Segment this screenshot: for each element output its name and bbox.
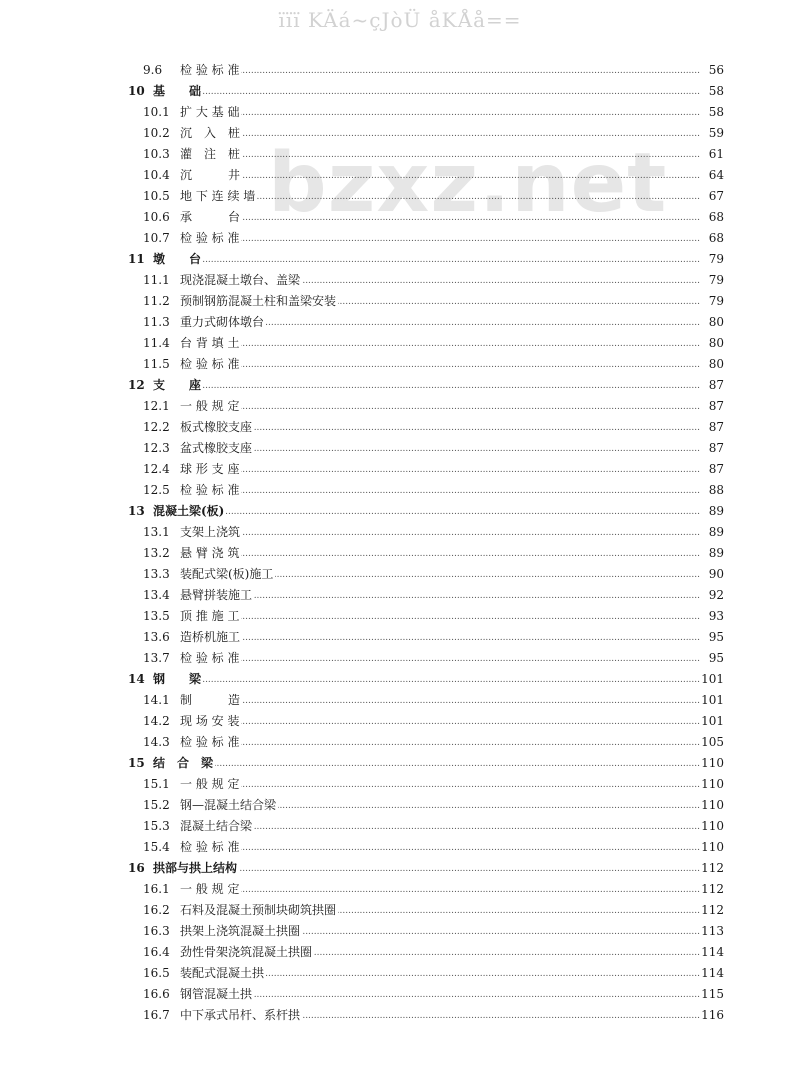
toc-page-number: 58 bbox=[708, 84, 724, 98]
toc-number: 16 bbox=[128, 861, 145, 875]
toc-number: 13.1 bbox=[143, 525, 170, 539]
toc-title: 装配式梁(板)施工 bbox=[180, 567, 274, 581]
toc-section-row[interactable] bbox=[0, 774, 800, 795]
toc-title: 检 验 标 准 bbox=[180, 735, 240, 749]
toc-number: 13.6 bbox=[143, 630, 170, 644]
toc-number: 15.2 bbox=[143, 798, 170, 812]
toc-number: 16.3 bbox=[143, 924, 170, 938]
toc-chapter-row[interactable] bbox=[0, 375, 800, 396]
toc-title: 检 验 标 准 bbox=[180, 63, 240, 77]
toc-section-row[interactable] bbox=[0, 564, 800, 585]
toc-page-number: 88 bbox=[708, 483, 724, 497]
toc-section-row[interactable] bbox=[0, 165, 800, 186]
toc-title: 混凝土梁(板) bbox=[153, 504, 225, 518]
toc-leader-dots bbox=[241, 228, 700, 249]
toc-leader-dots bbox=[241, 837, 700, 858]
toc-leader-dots bbox=[254, 438, 700, 459]
toc-number: 10.5 bbox=[143, 189, 170, 203]
toc-title: 劲性骨架浇筑混凝土拱圈 bbox=[180, 945, 313, 959]
toc-page-number: 92 bbox=[708, 588, 724, 602]
toc-page-number: 89 bbox=[708, 546, 724, 560]
toc-title: 石料及混凝土预制块砌筑拱圈 bbox=[180, 903, 337, 917]
toc-page-number: 114 bbox=[701, 966, 724, 980]
toc-leader-dots bbox=[241, 879, 700, 900]
toc-page-number: 90 bbox=[708, 567, 724, 581]
toc-title: 扩 大 基 础 bbox=[180, 105, 240, 119]
toc-leader-dots bbox=[203, 81, 700, 102]
toc-page-number: 89 bbox=[708, 525, 724, 539]
toc-section-row[interactable] bbox=[0, 123, 800, 144]
page-header: ïïï KÄá~çJòÜ åKÅå== bbox=[278, 8, 522, 32]
toc-number: 12.5 bbox=[143, 483, 170, 497]
toc-leader-dots bbox=[241, 774, 700, 795]
toc-section-row[interactable] bbox=[0, 690, 800, 711]
toc-section-row[interactable] bbox=[0, 396, 800, 417]
toc-number: 14.1 bbox=[143, 693, 170, 707]
toc-chapter-row[interactable] bbox=[0, 249, 800, 270]
toc-section-row[interactable] bbox=[0, 543, 800, 564]
toc-chapter-row[interactable] bbox=[0, 501, 800, 522]
toc-title: 现 场 安 装 bbox=[180, 714, 240, 728]
toc-page-number: 87 bbox=[708, 462, 724, 476]
toc-title: 拱架上浇筑混凝土拱圈 bbox=[180, 924, 301, 938]
toc-leader-dots bbox=[338, 291, 700, 312]
toc-leader-dots bbox=[242, 522, 700, 543]
toc-page-number: 87 bbox=[708, 441, 724, 455]
toc-number: 10 bbox=[128, 84, 145, 98]
toc-leader-dots bbox=[242, 165, 700, 186]
toc-page-number: 79 bbox=[708, 273, 724, 287]
toc-title: 灌 注 桩 bbox=[180, 147, 241, 161]
toc-section-row[interactable] bbox=[0, 459, 800, 480]
toc-number: 13.5 bbox=[143, 609, 170, 623]
toc-leader-dots bbox=[241, 543, 700, 564]
toc-leader-dots bbox=[241, 648, 700, 669]
toc-leader-dots bbox=[215, 753, 700, 774]
toc-section-row[interactable] bbox=[0, 144, 800, 165]
toc-chapter-row[interactable] bbox=[0, 753, 800, 774]
toc-number: 12.2 bbox=[143, 420, 170, 434]
toc-page-number: 87 bbox=[708, 378, 724, 392]
toc-chapter-row[interactable] bbox=[0, 669, 800, 690]
toc-section-row[interactable] bbox=[0, 732, 800, 753]
toc-leader-dots bbox=[241, 333, 700, 354]
toc-title: 制 造 bbox=[180, 693, 241, 707]
toc-title: 板式橡胶支座 bbox=[180, 420, 253, 434]
toc-leader-dots bbox=[302, 270, 700, 291]
toc-leader-dots bbox=[257, 186, 700, 207]
toc-number: 16.2 bbox=[143, 903, 170, 917]
toc-page-number: 113 bbox=[701, 924, 724, 938]
toc-page-number: 114 bbox=[701, 945, 724, 959]
toc-title: 造桥机施工 bbox=[180, 630, 241, 644]
toc-leader-dots bbox=[241, 732, 700, 753]
toc-title: 拱部与拱上结构 bbox=[153, 861, 238, 875]
toc-number: 15 bbox=[128, 756, 145, 770]
toc-section-row[interactable] bbox=[0, 186, 800, 207]
toc-section-row[interactable] bbox=[0, 606, 800, 627]
toc-page-number: 93 bbox=[708, 609, 724, 623]
toc-title: 台 背 填 土 bbox=[180, 336, 240, 350]
toc-section-row[interactable] bbox=[0, 291, 800, 312]
toc-title: 一 般 规 定 bbox=[180, 777, 240, 791]
toc-leader-dots bbox=[203, 375, 700, 396]
toc-leader-dots bbox=[203, 669, 700, 690]
toc-number: 10.6 bbox=[143, 210, 170, 224]
toc-number: 9.6 bbox=[143, 63, 163, 77]
toc-title: 中下承式吊杆、系杆拱 bbox=[180, 1008, 301, 1022]
toc-leader-dots bbox=[241, 459, 700, 480]
toc-number: 13.4 bbox=[143, 588, 170, 602]
toc-title: 装配式混凝土拱 bbox=[180, 966, 265, 980]
toc-number: 12 bbox=[128, 378, 145, 392]
toc-number: 14.3 bbox=[143, 735, 170, 749]
toc-page-number: 115 bbox=[701, 987, 724, 1001]
toc-number: 12.1 bbox=[143, 399, 170, 413]
toc-number: 11.4 bbox=[143, 336, 170, 350]
toc-leader-dots bbox=[241, 480, 700, 501]
toc-number: 12.4 bbox=[143, 462, 170, 476]
toc-page-number: 58 bbox=[708, 105, 724, 119]
toc-number: 15.1 bbox=[143, 777, 170, 791]
toc-title: 沉 井 bbox=[180, 168, 241, 182]
toc-section-row[interactable] bbox=[0, 984, 800, 1005]
toc-page-number: 101 bbox=[701, 693, 724, 707]
toc-title: 支架上浇筑 bbox=[180, 525, 241, 539]
toc-leader-dots bbox=[242, 207, 700, 228]
toc-page-number: 80 bbox=[708, 336, 724, 350]
toc-number: 10.1 bbox=[143, 105, 170, 119]
toc-number: 14.2 bbox=[143, 714, 170, 728]
toc-section-row[interactable] bbox=[0, 795, 800, 816]
toc-number: 11.3 bbox=[143, 315, 170, 329]
toc-page-number: 101 bbox=[701, 672, 724, 686]
watermark: bzxz.net bbox=[268, 136, 668, 231]
toc-page-number: 95 bbox=[708, 630, 724, 644]
toc-page-number: 112 bbox=[701, 861, 724, 875]
toc-number: 11.5 bbox=[143, 357, 170, 371]
toc-title: 钢—混凝土结合梁 bbox=[180, 798, 277, 812]
toc-title: 检 验 标 准 bbox=[180, 483, 240, 497]
toc-number: 16.5 bbox=[143, 966, 170, 980]
toc-title: 检 验 标 准 bbox=[180, 651, 240, 665]
toc-page-number: 79 bbox=[708, 294, 724, 308]
toc-page-number: 110 bbox=[701, 756, 724, 770]
toc-leader-dots bbox=[241, 102, 700, 123]
toc-page-number: 87 bbox=[708, 420, 724, 434]
toc-number: 16.1 bbox=[143, 882, 170, 896]
toc-number: 13 bbox=[128, 504, 145, 518]
toc-leader-dots bbox=[242, 144, 700, 165]
toc-number: 15.3 bbox=[143, 819, 170, 833]
toc-title: 墩 台 bbox=[153, 252, 202, 266]
toc-page-number: 101 bbox=[701, 714, 724, 728]
toc-leader-dots bbox=[254, 417, 700, 438]
toc-title: 一 般 规 定 bbox=[180, 882, 240, 896]
toc-page-number: 112 bbox=[701, 903, 724, 917]
toc-title: 地 下 连 续 墙 bbox=[180, 189, 256, 203]
toc-chapter-row[interactable] bbox=[0, 858, 800, 879]
toc-page-number: 67 bbox=[708, 189, 724, 203]
toc-leader-dots bbox=[254, 585, 700, 606]
toc-section-row[interactable] bbox=[0, 963, 800, 984]
toc-leader-dots bbox=[241, 60, 700, 81]
toc-number: 13.7 bbox=[143, 651, 170, 665]
toc-page-number: 105 bbox=[701, 735, 724, 749]
toc-number: 11 bbox=[128, 252, 145, 266]
toc-title: 一 般 规 定 bbox=[180, 399, 240, 413]
toc-number: 11.2 bbox=[143, 294, 170, 308]
toc-section-row[interactable] bbox=[0, 102, 800, 123]
toc-leader-dots bbox=[226, 501, 700, 522]
toc-page-number: 110 bbox=[701, 798, 724, 812]
toc-page-number: 68 bbox=[708, 231, 724, 245]
table-of-contents bbox=[0, 60, 800, 1026]
toc-page-number: 110 bbox=[701, 819, 724, 833]
toc-page-number: 61 bbox=[708, 147, 724, 161]
toc-title: 钢管混凝土拱 bbox=[180, 987, 253, 1001]
toc-title: 顶 推 施 工 bbox=[180, 609, 240, 623]
toc-title: 混凝土结合梁 bbox=[180, 819, 253, 833]
toc-number: 16.4 bbox=[143, 945, 170, 959]
toc-title: 沉 入 桩 bbox=[180, 126, 241, 140]
toc-page-number: 95 bbox=[708, 651, 724, 665]
toc-title: 检 验 标 准 bbox=[180, 357, 240, 371]
toc-page-number: 80 bbox=[708, 315, 724, 329]
toc-leader-dots bbox=[241, 354, 700, 375]
toc-leader-dots bbox=[242, 690, 700, 711]
toc-section-row[interactable] bbox=[0, 942, 800, 963]
toc-section-row[interactable] bbox=[0, 648, 800, 669]
toc-title: 预制钢筋混凝土柱和盖梁安装 bbox=[180, 294, 337, 308]
toc-page-number: 110 bbox=[701, 840, 724, 854]
toc-leader-dots bbox=[266, 312, 700, 333]
toc-title: 重力式砌体墩台 bbox=[180, 315, 265, 329]
toc-title: 检 验 标 准 bbox=[180, 231, 240, 245]
toc-number: 10.7 bbox=[143, 231, 170, 245]
toc-number: 15.4 bbox=[143, 840, 170, 854]
toc-leader-dots bbox=[241, 396, 700, 417]
toc-title: 盆式橡胶支座 bbox=[180, 441, 253, 455]
toc-number: 10.4 bbox=[143, 168, 170, 182]
toc-page-number: 64 bbox=[708, 168, 724, 182]
toc-page-number: 68 bbox=[708, 210, 724, 224]
toc-number: 16.7 bbox=[143, 1008, 170, 1022]
toc-section-row[interactable] bbox=[0, 921, 800, 942]
toc-title: 检 验 标 准 bbox=[180, 840, 240, 854]
toc-section-row[interactable] bbox=[0, 522, 800, 543]
toc-title: 结 合 梁 bbox=[153, 756, 214, 770]
toc-title: 悬臂拼装施工 bbox=[180, 588, 253, 602]
toc-leader-dots bbox=[242, 627, 700, 648]
toc-number: 16.6 bbox=[143, 987, 170, 1001]
toc-leader-dots bbox=[241, 606, 700, 627]
toc-title: 钢 梁 bbox=[153, 672, 202, 686]
toc-section-row[interactable] bbox=[0, 207, 800, 228]
toc-section-row[interactable] bbox=[0, 333, 800, 354]
toc-section-row[interactable] bbox=[0, 816, 800, 837]
toc-number: 14 bbox=[128, 672, 145, 686]
toc-leader-dots bbox=[254, 816, 700, 837]
toc-leader-dots bbox=[302, 1005, 700, 1026]
toc-number: 10.3 bbox=[143, 147, 170, 161]
toc-page-number: 116 bbox=[701, 1008, 724, 1022]
toc-section-row[interactable] bbox=[0, 480, 800, 501]
toc-title: 现浇混凝土墩台、盖梁 bbox=[180, 273, 301, 287]
toc-leader-dots bbox=[302, 921, 700, 942]
toc-leader-dots bbox=[239, 858, 700, 879]
toc-leader-dots bbox=[241, 711, 700, 732]
toc-title: 支 座 bbox=[153, 378, 202, 392]
toc-section-row[interactable] bbox=[0, 627, 800, 648]
toc-number: 11.1 bbox=[143, 273, 170, 287]
toc-title: 悬 臂 浇 筑 bbox=[180, 546, 240, 560]
toc-section-row[interactable] bbox=[0, 585, 800, 606]
toc-leader-dots bbox=[266, 963, 700, 984]
toc-chapter-row[interactable] bbox=[0, 81, 800, 102]
toc-number: 12.3 bbox=[143, 441, 170, 455]
toc-leader-dots bbox=[203, 249, 700, 270]
toc-leader-dots bbox=[275, 564, 700, 585]
toc-title: 球 形 支 座 bbox=[180, 462, 240, 476]
toc-leader-dots bbox=[278, 795, 700, 816]
toc-section-row[interactable] bbox=[0, 312, 800, 333]
toc-section-row[interactable] bbox=[0, 438, 800, 459]
toc-section-row[interactable] bbox=[0, 1005, 800, 1026]
toc-page-number: 80 bbox=[708, 357, 724, 371]
toc-page-number: 89 bbox=[708, 504, 724, 518]
toc-section-row[interactable] bbox=[0, 900, 800, 921]
toc-leader-dots bbox=[338, 900, 700, 921]
toc-page-number: 112 bbox=[701, 882, 724, 896]
toc-title: 承 台 bbox=[180, 210, 241, 224]
toc-leader-dots bbox=[254, 984, 700, 1005]
toc-section-row[interactable] bbox=[0, 879, 800, 900]
toc-page-number: 59 bbox=[708, 126, 724, 140]
toc-page-number: 79 bbox=[708, 252, 724, 266]
toc-leader-dots bbox=[242, 123, 700, 144]
toc-section-row[interactable] bbox=[0, 711, 800, 732]
toc-number: 10.2 bbox=[143, 126, 170, 140]
toc-leader-dots bbox=[314, 942, 700, 963]
toc-section-row[interactable] bbox=[0, 60, 800, 81]
toc-number: 13.3 bbox=[143, 567, 170, 581]
toc-section-row[interactable] bbox=[0, 270, 800, 291]
toc-page-number: 87 bbox=[708, 399, 724, 413]
toc-section-row[interactable] bbox=[0, 354, 800, 375]
toc-section-row[interactable] bbox=[0, 417, 800, 438]
toc-page-number: 110 bbox=[701, 777, 724, 791]
toc-number: 13.2 bbox=[143, 546, 170, 560]
toc-page-number: 56 bbox=[708, 63, 724, 77]
toc-section-row[interactable] bbox=[0, 837, 800, 858]
toc-title: 基 础 bbox=[153, 84, 202, 98]
toc-section-row[interactable] bbox=[0, 228, 800, 249]
